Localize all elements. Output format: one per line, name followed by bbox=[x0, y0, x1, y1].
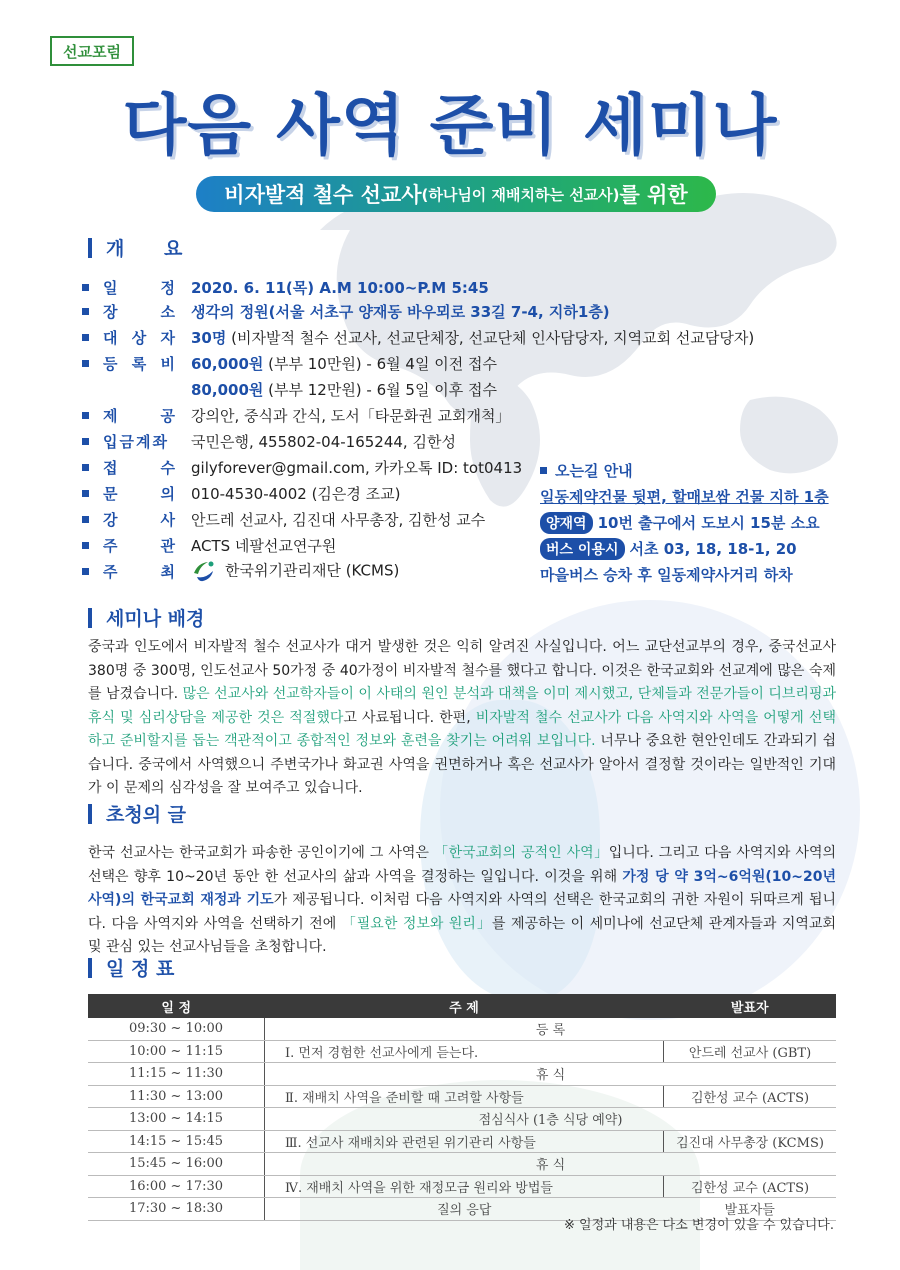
section-heading-overview: 개 요 bbox=[88, 234, 182, 261]
bullet-icon bbox=[82, 568, 89, 575]
header-speaker: 발표자 bbox=[664, 994, 837, 1018]
overview-label: 대 상 자 bbox=[103, 328, 177, 347]
schedule-table bbox=[88, 994, 836, 1221]
schedule-speaker: 김한성 교수 (ACTS) bbox=[664, 1175, 837, 1198]
overview-row bbox=[82, 378, 497, 400]
header-time: 일 정 bbox=[88, 994, 265, 1018]
schedule-topic: Ⅳ. 재배치 사역을 위한 재정모금 원리와 방법들 bbox=[265, 1175, 664, 1198]
schedule-row bbox=[88, 1018, 836, 1040]
section-heading-background: 세미나 배경 bbox=[88, 604, 204, 631]
bullet-icon bbox=[540, 467, 547, 474]
bullet-icon bbox=[82, 490, 89, 497]
heading-bar bbox=[88, 608, 92, 628]
schedule-topic: 휴 식 bbox=[265, 1153, 837, 1176]
schedule-row bbox=[88, 1175, 836, 1198]
overview-row bbox=[82, 276, 489, 298]
heading-bar bbox=[88, 238, 92, 258]
schedule-topic: Ⅰ. 먼저 경험한 선교사에게 듣는다. bbox=[265, 1040, 664, 1063]
schedule-time: 14:15 ~ 15:45 bbox=[88, 1130, 265, 1153]
overview-value: 010-4530-4002 (김은경 조교) bbox=[191, 484, 401, 503]
overview-value: 안드레 선교사, 김진대 사무총장, 김한성 교수 bbox=[191, 510, 486, 529]
overview-value: 생각의 정원(서울 서초구 양재동 바우뫼로 33길 7-4, 지하1층) bbox=[191, 302, 610, 321]
subway-tag: 양재역 bbox=[540, 512, 593, 534]
header-topic: 주 제 bbox=[265, 994, 664, 1018]
overview-value: 강의안, 중식과 간식, 도서「타문화권 교회개척」 bbox=[191, 406, 511, 425]
directions-location: 일동제약건물 뒷편, 할매보쌈 건물 지하 1층 bbox=[540, 488, 829, 506]
section-heading-invitation: 초청의 글 bbox=[88, 800, 186, 827]
overview-row bbox=[82, 352, 497, 374]
schedule-speaker: 안드레 선교사 (GBT) bbox=[664, 1040, 837, 1063]
overview-row bbox=[82, 430, 456, 452]
schedule-row bbox=[88, 1063, 836, 1086]
overview-value: 80,000원 (부부 12만원) - 6월 5일 이후 접수 bbox=[191, 380, 497, 399]
directions-village-bus: 마을버스 승차 후 일동제약사거리 하차 bbox=[540, 566, 793, 584]
schedule-speaker: 발표자들 bbox=[664, 1198, 837, 1221]
schedule-time: 10:00 ~ 11:15 bbox=[88, 1040, 265, 1063]
schedule-topic: 등 록 bbox=[265, 1018, 837, 1040]
schedule-topic: Ⅱ. 재배치 사역을 준비할 때 고려할 사항들 bbox=[265, 1085, 664, 1108]
overview-row bbox=[82, 534, 336, 556]
overview-label: 주 최 bbox=[103, 562, 177, 581]
overview-row bbox=[82, 326, 754, 348]
bullet-icon bbox=[82, 542, 89, 549]
schedule-row bbox=[88, 1040, 836, 1063]
overview-row bbox=[82, 560, 399, 582]
schedule-topic: 점심식사 (1층 식당 예약) bbox=[265, 1108, 837, 1131]
bullet-icon bbox=[82, 284, 89, 291]
directions-heading: 오는길 안내 bbox=[540, 460, 633, 481]
overview-label: 일 정 bbox=[103, 278, 177, 297]
overview-label: 강 사 bbox=[103, 510, 177, 529]
overview-label: 주 관 bbox=[103, 536, 177, 555]
schedule-speaker: 김진대 사무총장 (KCMS) bbox=[664, 1130, 837, 1153]
overview-value: ACTS 네팔선교연구원 bbox=[191, 536, 337, 555]
bus-tag: 버스 이용시 bbox=[540, 538, 625, 560]
overview-label: 접 수 bbox=[103, 458, 177, 477]
subtitle-tail: 를 위한 bbox=[619, 183, 688, 207]
heading-bar bbox=[88, 804, 92, 824]
schedule-time: 16:00 ~ 17:30 bbox=[88, 1175, 265, 1198]
subtitle-paren: (하나님이 재배치하는 선교사) bbox=[421, 185, 620, 204]
schedule-row bbox=[88, 1130, 836, 1153]
schedule-row bbox=[88, 1085, 836, 1108]
overview-value: 2020. 6. 11(목) A.M 10:00~P.M 5:45 bbox=[191, 278, 489, 297]
kcms-logo-icon bbox=[191, 557, 219, 585]
schedule-speaker: 김한성 교수 (ACTS) bbox=[664, 1085, 837, 1108]
overview-value: 30명 (비자발적 철수 선교사, 선교단체장, 선교단체 인사담당자, 지역교회 선교담당자) bbox=[191, 328, 755, 347]
overview-label: 등 록 비 bbox=[103, 354, 177, 373]
overview-label: 입금계좌 bbox=[103, 432, 169, 451]
bullet-icon bbox=[82, 360, 89, 367]
overview-label: 장 소 bbox=[103, 302, 177, 321]
directions-subway: 양재역 10번 출구에서 도보시 15분 소요 bbox=[540, 512, 820, 534]
bullet-icon bbox=[82, 412, 89, 419]
forum-tag: 선교포럼 bbox=[50, 36, 134, 66]
schedule-topic: Ⅲ. 선교사 재배치와 관련된 위기관리 사항들 bbox=[265, 1130, 664, 1153]
overview-row bbox=[82, 300, 610, 322]
schedule-topic: 휴 식 bbox=[265, 1063, 837, 1086]
page-title: 다음 사역 준비 세미나 bbox=[122, 87, 778, 164]
bullet-icon bbox=[82, 308, 89, 315]
overview-row bbox=[82, 456, 522, 478]
overview-value: gilyforever@gmail.com, 카카오톡 ID: tot0413 bbox=[191, 458, 523, 477]
overview-label: 제 공 bbox=[103, 406, 177, 425]
schedule-time: 15:45 ~ 16:00 bbox=[88, 1153, 265, 1176]
bullet-icon bbox=[82, 516, 89, 523]
schedule-time: 09:30 ~ 10:00 bbox=[88, 1018, 265, 1040]
bullet-icon bbox=[82, 464, 89, 471]
subtitle-banner bbox=[196, 176, 716, 212]
overview-row bbox=[82, 482, 401, 504]
subtitle-main: 비자발적 철수 선교사 bbox=[224, 183, 422, 207]
invitation-paragraph: 한국 선교사는 한국교회가 파송한 공인이기에 그 사역은 「한국교회의 공적인 사역」입니다. 그리고 다음 사역지와 사역의 선택은 향후 10~20년 동안 한 선교사의 삶과 사역을 결정하는 일입니다. 이것을 위해 가정 당 약 3억~6억원(10~20년 사역)의 한국교회 재정과 기도가 제공됩니다. 이처럼 다음 사역지와 사역의 선택은 한국교회의 귀한 자원이 뒤따르게 됩니다. 다음 사역지와 사역을 선택하기 전에 「필요한 정보와 원리」를 제공하는 이 세미나에 선교단체 관계자들과 지역교회 및 관심 있는 선교사님들을 초청합니다. bbox=[88, 845, 837, 955]
overview-value: 국민은행, 455802-04-165244, 김한성 bbox=[191, 432, 456, 451]
overview-label: 문 의 bbox=[103, 484, 177, 503]
schedule-time: 11:15 ~ 11:30 bbox=[88, 1063, 265, 1086]
schedule-row bbox=[88, 1153, 836, 1176]
schedule-note: ※ 일정과 내용은 다소 변경이 있을 수 있습니다. bbox=[564, 1218, 834, 1233]
overview-value: 60,000원 (부부 10만원) - 6월 4일 이전 접수 bbox=[191, 354, 497, 373]
bullet-icon bbox=[82, 438, 89, 445]
overview-row bbox=[82, 404, 510, 426]
heading-bar bbox=[88, 958, 92, 978]
schedule-time: 17:30 ~ 18:30 bbox=[88, 1198, 265, 1221]
schedule-topic: 질의 응답 bbox=[265, 1198, 664, 1221]
section-heading-schedule: 일 정 표 bbox=[88, 954, 174, 981]
schedule-row bbox=[88, 1108, 836, 1131]
schedule-time: 13:00 ~ 14:15 bbox=[88, 1108, 265, 1131]
bullet-icon bbox=[82, 334, 89, 341]
schedule-time: 11:30 ~ 13:00 bbox=[88, 1085, 265, 1108]
background-paragraph: 중국과 인도에서 비자발적 철수 선교사가 대거 발생한 것은 익히 알려진 사실입니다. 어느 교단선교부의 경우, 중국선교사 380명 중 300명, 인도선교사 50가정 중 40가정이 비자발적 철수를 했다고 합니다. 이것은 한국교회와 선교계에 많은 숙제를 남겼습니다. 많은 선교사와 선교학자들이 이 사태의 원인 분석과 대책을 이미 제시했고, 단체들과 전문가들이 디브리핑과 휴식 및 심리상담을 제공한 것은 적절했다고 사료됩니다. 한편, 비자발적 철수 선교사가 다음 사역지와 사역을 어떻게 선택하고 준비할지를 돕는 객관적이고 종합적인 정보와 훈련을 찾기는 어려워 보입니다. 너무나 중요한 현안인데도 간과되기 쉽습니다. 중국에서 사역했으니 주변국가나 화교권 사역을 권면하거나 혹은 선교사가 알아서 결정할 것이라는 일반적인 기대가 이 문제의 심각성을 잘 보여주고 있습니다. bbox=[88, 639, 837, 796]
overview-value: 한국위기관리재단 (KCMS) bbox=[191, 557, 399, 585]
overview-row bbox=[82, 508, 485, 530]
directions-bus: 버스 이용시 서초 03, 18, 18-1, 20 bbox=[540, 538, 797, 560]
schedule-header-row bbox=[88, 994, 836, 1018]
